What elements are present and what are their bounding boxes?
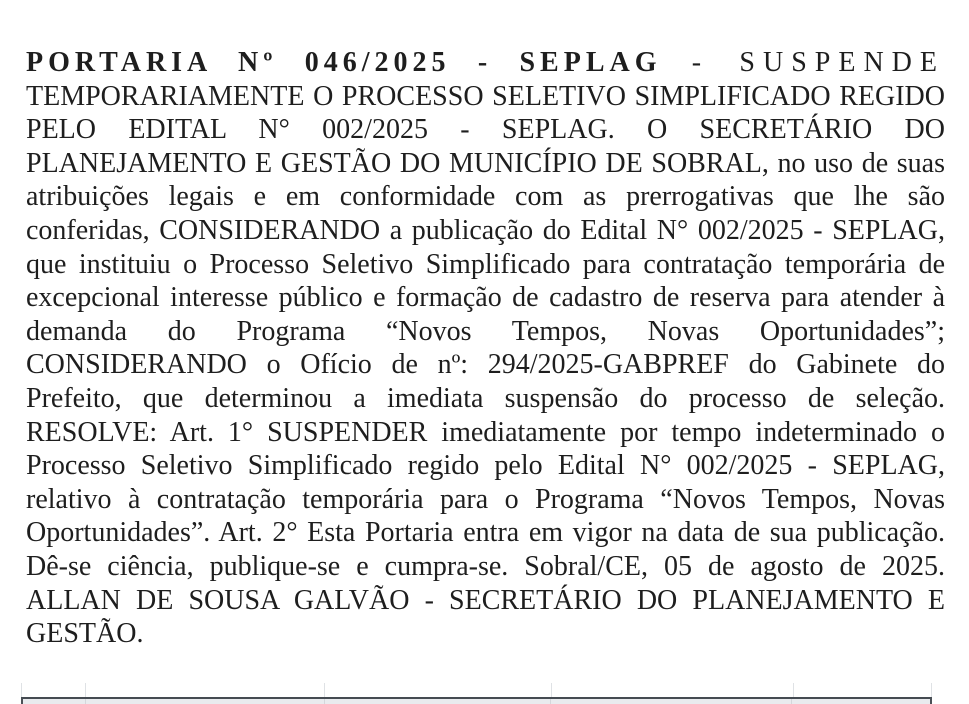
table-header-cell [23, 699, 86, 704]
table-column-guide [794, 683, 931, 697]
table-header-cell [325, 699, 551, 704]
portaria-title-suffix: - SUSPENDE [661, 47, 945, 78]
table-header-cell [551, 699, 792, 704]
table-column-guide [552, 683, 794, 697]
table-column-guides [21, 683, 932, 697]
table-header-cell [86, 699, 325, 704]
portaria-title: PORTARIA Nº 046/2025 - SEPLAG [26, 47, 662, 78]
portaria-body-text: TEMPORARIAMENTE O PROCESSO SELETIVO SIMPLIFICADO REGIDO PELO EDITAL N° 002/2025 - SEPLAG. O SECRETÁRIO DO PLANEJAMENTO E GESTÃO DO MUNICÍPIO DE SOBRAL, no uso de suas atribuições legais e em conformidade com as prerrogativas que lhe são conferidas, CONSIDERANDO a publicação do Edital N° 002/2025 - SEPLAG, que instituiu o Processo Seletivo Simplificado para contratação temporária de excepcional interesse público e formação de cadastro de reserva para atender à demanda do Programa “Novos Tempos, Novas Oportunidades”; CONSIDERANDO o Ofício de nº: 294/2025-GABPREF do Gabinete do Prefeito, que determinou a imediata suspensão do processo de seleção. RESOLVE: Art. 1° SUSPENDER imediatamente por tempo indeterminado o Processo Seletivo Simplificado regido pelo Edital N° 002/2025 - SEPLAG, relativo à contratação temporária para o Programa “Novos Tempos, Novas Oportunidades”. Art. 2° Esta Portaria entra em vigor na data de sua publicação. Dê-se ciência, publique-se e cumpra-se. Sobral/CE, 05 de agosto de 2025. ALLAN DE SOUSA GALVÃO - SECRETÁRIO DO PLANEJAMENTO E GESTÃO. [26, 80, 945, 650]
table-header-cell [792, 699, 930, 704]
table-column-guide [325, 683, 552, 697]
table-column-guide [86, 683, 326, 697]
table-column-guide [22, 683, 86, 697]
portaria-paragraph [26, 46, 945, 651]
table-header-row [21, 697, 932, 704]
table-preview [21, 683, 932, 704]
